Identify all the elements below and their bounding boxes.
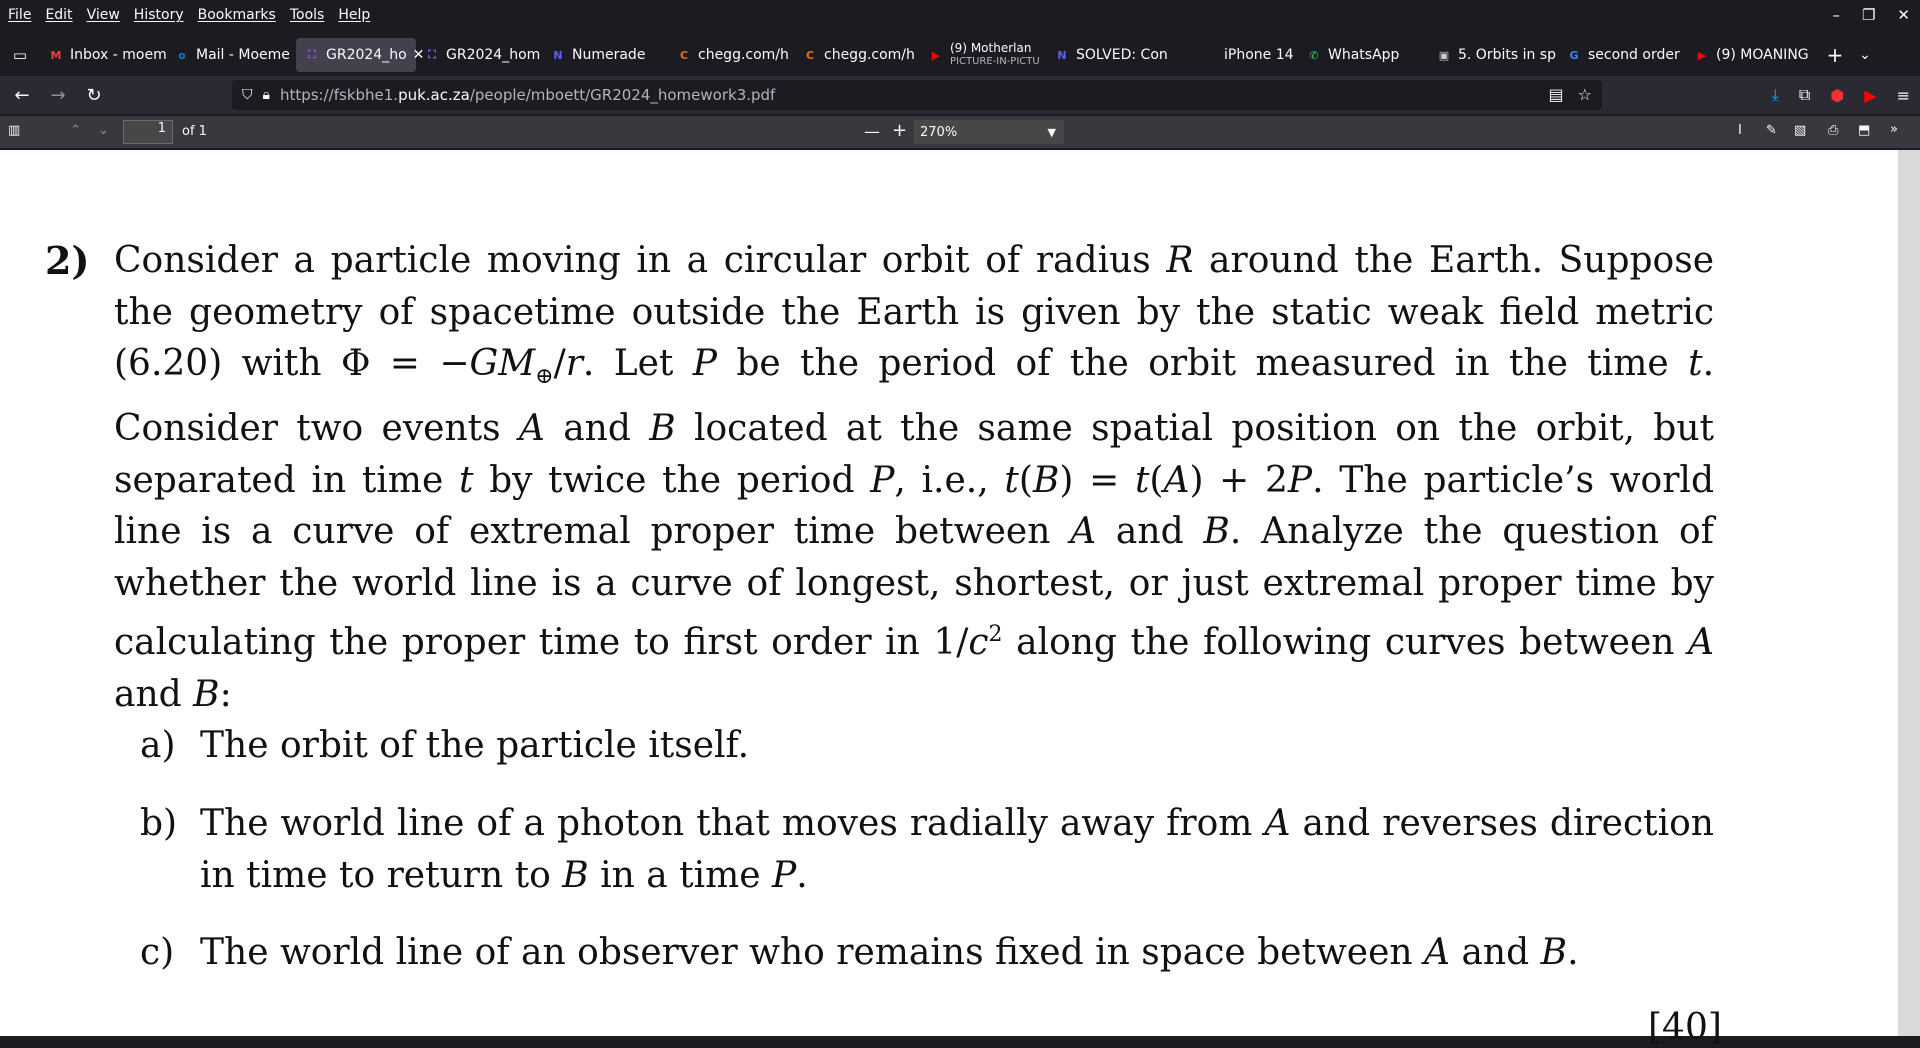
forward-arrow-icon[interactable]: → <box>50 84 66 106</box>
zoom-out-icon[interactable]: — <box>864 122 880 141</box>
tab-label: (9) MOANING <box>1716 47 1809 63</box>
bookmark-star-icon[interactable]: ☆ <box>1577 85 1592 104</box>
sidebar-toggle-icon[interactable]: ▥ <box>8 123 21 138</box>
item-text: The orbit of the particle itself. <box>200 725 750 766</box>
menu-bookmarks[interactable]: Bookmarks <box>197 7 276 23</box>
google-icon: G <box>1569 48 1579 62</box>
menu-tools[interactable]: Tools <box>289 7 325 23</box>
menu-history[interactable]: History <box>133 7 184 23</box>
tab[interactable] <box>1428 38 1558 72</box>
item-text: The world line of an observer who remains fixed in space between A and B. <box>200 932 1579 973</box>
tab-label: 5. Orbits in sp <box>1458 47 1556 63</box>
window-controls <box>1832 0 1910 30</box>
page-number-input[interactable]: 1 <box>123 120 173 144</box>
tab[interactable] <box>416 38 542 72</box>
tab[interactable] <box>166 38 296 72</box>
scrollbar[interactable] <box>1898 150 1920 1036</box>
print-icon[interactable]: ⎙ <box>1828 123 1839 138</box>
tab-overflow-chevron-icon[interactable]: ⌄ <box>1859 47 1871 63</box>
reload-icon[interactable]: ↻ <box>86 84 102 106</box>
youtube-extension-icon[interactable]: ▶ <box>1864 85 1877 105</box>
tab[interactable] <box>296 38 425 72</box>
tab[interactable] <box>40 38 166 72</box>
tab-label: (9) Motherlan PICTURE-IN-PICTU <box>950 41 1040 67</box>
shield-icon[interactable]: ⛉ <box>242 87 253 103</box>
youtube-icon: ▶ <box>1697 48 1707 62</box>
tab-label: second order <box>1588 47 1680 63</box>
chegg-icon: C <box>679 48 689 62</box>
tab-label: Numerade <box>572 47 646 63</box>
extensions-icon[interactable]: ⧉ <box>1798 85 1811 104</box>
tab[interactable] <box>1686 38 1820 72</box>
reader-view-icon[interactable]: ▤ <box>1548 85 1564 104</box>
pdf-icon: ⛶ <box>308 48 316 61</box>
tab[interactable] <box>1298 38 1428 72</box>
page-icon: ▣ <box>1438 48 1450 62</box>
text-cursor-icon[interactable]: I <box>1738 123 1742 138</box>
restore-button[interactable]: ❐ <box>1861 6 1876 24</box>
tab[interactable] <box>668 38 794 72</box>
toolbar-right <box>1772 76 1910 114</box>
pdf-toolbar <box>0 116 1920 148</box>
tab-label: GR2024_ho <box>326 47 407 63</box>
more-tools-icon[interactable]: » <box>1890 122 1898 137</box>
item-text: The world line of a photon that moves radially away from A and reverses direction in time to return to B in a time P. <box>200 803 1714 896</box>
draw-icon[interactable]: ✎ <box>1766 123 1777 138</box>
url-text[interactable]: https://fskbhe1.puk.ac.za/people/mboett/GR2024_homework3.pdf <box>279 86 776 104</box>
tab-strip <box>40 38 1820 72</box>
tab[interactable] <box>1194 38 1298 72</box>
minimize-button[interactable]: – <box>1832 6 1840 24</box>
menu-help[interactable]: Help <box>338 7 371 23</box>
tab-bar <box>0 36 1920 74</box>
tab-label: Inbox - moem <box>70 47 167 63</box>
tab-label: chegg.com/h <box>698 47 789 63</box>
item-label: b) <box>140 803 178 844</box>
tab[interactable] <box>1558 38 1686 72</box>
save-icon[interactable]: ⬒ <box>1858 123 1871 138</box>
download-icon[interactable]: ⤓ <box>1771 85 1779 104</box>
next-page-icon[interactable]: ⌄ <box>98 123 109 138</box>
pdf-viewer[interactable] <box>0 150 1898 1048</box>
numerade-icon: N <box>1057 48 1067 62</box>
tab-label: iPhone 14 <box>1224 47 1294 63</box>
tab-label: chegg.com/h <box>824 47 915 63</box>
image-icon[interactable]: ▧ <box>1794 123 1807 138</box>
tab-label: GR2024_hom <box>446 47 541 63</box>
tab-label: Mail - Moeme <box>196 47 290 63</box>
new-tab-button[interactable]: + <box>1826 43 1844 67</box>
whatsapp-icon: ✆ <box>1309 48 1319 62</box>
chegg-icon: C <box>805 48 815 62</box>
close-tab-icon[interactable]: ✕ <box>412 47 425 63</box>
tab[interactable] <box>794 38 920 72</box>
ublock-icon[interactable]: ⬢ <box>1830 85 1845 105</box>
outlook-icon: o <box>178 48 186 62</box>
gmail-icon: M <box>50 48 62 62</box>
menu-view[interactable]: View <box>86 7 120 23</box>
menu-bar <box>0 0 1920 30</box>
zoom-in-icon[interactable]: + <box>892 120 908 141</box>
item-label: c) <box>140 932 175 973</box>
zoom-select[interactable] <box>914 120 1064 144</box>
menu-file[interactable]: File <box>8 7 32 23</box>
tab[interactable] <box>1046 38 1194 72</box>
points-label: [40] <box>1648 1007 1722 1048</box>
lock-icon[interactable]: 🔒︎ <box>262 87 270 103</box>
tab[interactable] <box>542 38 668 72</box>
close-window-button[interactable]: ✕ <box>1897 6 1910 24</box>
list-all-tabs-icon[interactable]: ▭ <box>12 46 28 64</box>
item-label: a) <box>140 725 176 766</box>
previous-page-icon[interactable]: ⌃ <box>70 123 81 138</box>
tab-label: SOLVED: Con <box>1076 47 1168 63</box>
tab[interactable] <box>920 38 1046 72</box>
question-text: Consider a particle moving in a circular orbit of radius R around the Earth. Suppose the geometry of spacetime outside the Earth is given by the static weak field metric (6.20) with $\Phi = -GM_\oplus/r$. Let P be the period of the orbit measured in the time t. Consider two events A and B located at the same spatial position on the orbit, but separated in time t by twice the period P, i.e., t(B) = t(A) + 2P. The particle’s world line is a curve of extremal proper time between A and B. Analyze the question of whether the world line is a curve of longest, shortest, or just extremal proper time by calculating the proper time to first order in $1/c^2$ along the following curves between A and B: <box>114 240 1715 715</box>
url-bar[interactable] <box>232 80 1602 110</box>
youtube-icon: ▶ <box>931 48 941 62</box>
page-count: of 1 <box>182 124 207 139</box>
zoom-value: 270% <box>920 124 958 140</box>
numerade-icon: N <box>553 48 563 62</box>
back-arrow-icon[interactable]: ← <box>14 84 30 106</box>
chevron-down-icon: ▼ <box>1047 125 1056 139</box>
pdf-icon: ⛶ <box>428 48 436 61</box>
app-menu-icon[interactable]: ≡ <box>1896 85 1910 105</box>
tab-label: WhatsApp <box>1328 47 1400 63</box>
question-number: 2) <box>45 238 90 283</box>
menu-edit[interactable]: Edit <box>45 7 73 23</box>
